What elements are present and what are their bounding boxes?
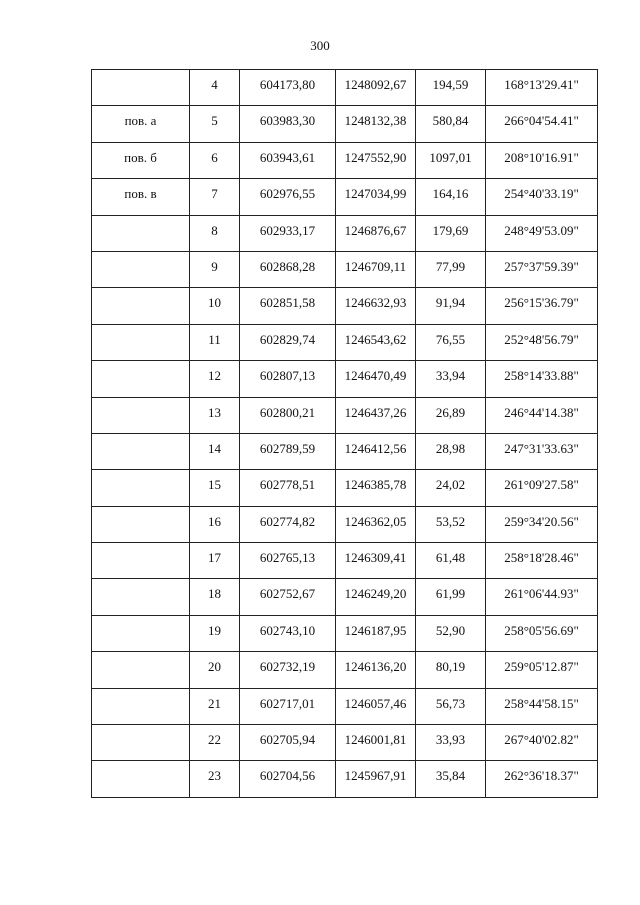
angle-cell: 258°14'33.88"	[486, 361, 598, 397]
table-row	[92, 397, 598, 433]
x-coordinate-cell: 602976,55	[240, 179, 336, 215]
distance-cell: 164,16	[416, 179, 486, 215]
table-row	[92, 615, 598, 651]
angle-cell: 261°06'44.93"	[486, 579, 598, 615]
distance-cell: 80,19	[416, 652, 486, 688]
distance-cell: 33,93	[416, 725, 486, 761]
y-coordinate-cell: 1246470,49	[336, 361, 416, 397]
distance-cell: 28,98	[416, 433, 486, 469]
y-coordinate-cell: 1247034,99	[336, 179, 416, 215]
distance-cell: 33,94	[416, 361, 486, 397]
x-coordinate-cell: 602774,82	[240, 506, 336, 542]
y-coordinate-cell: 1248092,67	[336, 70, 416, 106]
x-coordinate-cell: 602800,21	[240, 397, 336, 433]
table-row	[92, 70, 598, 106]
y-coordinate-cell: 1248132,38	[336, 106, 416, 142]
point-label-cell	[92, 470, 190, 506]
distance-cell: 52,90	[416, 615, 486, 651]
angle-cell: 248°49'53.09"	[486, 215, 598, 251]
angle-cell: 266°04'54.41"	[486, 106, 598, 142]
point-number-cell: 5	[190, 106, 240, 142]
point-label-cell	[92, 615, 190, 651]
point-label-cell	[92, 725, 190, 761]
point-number-cell: 8	[190, 215, 240, 251]
x-coordinate-cell: 602704,56	[240, 761, 336, 797]
y-coordinate-cell: 1246412,56	[336, 433, 416, 469]
angle-cell: 168°13'29.41"	[486, 70, 598, 106]
point-label-cell	[92, 433, 190, 469]
point-label-cell	[92, 688, 190, 724]
y-coordinate-cell: 1245967,91	[336, 761, 416, 797]
x-coordinate-cell: 603983,30	[240, 106, 336, 142]
table-row	[92, 688, 598, 724]
table-row	[92, 725, 598, 761]
y-coordinate-cell: 1246632,93	[336, 288, 416, 324]
distance-cell: 61,99	[416, 579, 486, 615]
angle-cell: 262°36'18.37"	[486, 761, 598, 797]
point-label-cell	[92, 361, 190, 397]
point-label-cell	[92, 251, 190, 287]
y-coordinate-cell: 1246057,46	[336, 688, 416, 724]
y-coordinate-cell: 1246249,20	[336, 579, 416, 615]
x-coordinate-cell: 602807,13	[240, 361, 336, 397]
angle-cell: 258°05'56.69"	[486, 615, 598, 651]
angle-cell: 254°40'33.19"	[486, 179, 598, 215]
point-label-cell	[92, 215, 190, 251]
x-coordinate-cell: 602868,28	[240, 251, 336, 287]
y-coordinate-cell: 1246136,20	[336, 652, 416, 688]
x-coordinate-cell: 602752,67	[240, 579, 336, 615]
point-number-cell: 7	[190, 179, 240, 215]
point-label-cell: пов. в	[92, 179, 190, 215]
y-coordinate-cell: 1246876,67	[336, 215, 416, 251]
angle-cell: 259°05'12.87"	[486, 652, 598, 688]
table-row	[92, 324, 598, 360]
distance-cell: 56,73	[416, 688, 486, 724]
angle-cell: 258°44'58.15"	[486, 688, 598, 724]
x-coordinate-cell: 602765,13	[240, 543, 336, 579]
point-number-cell: 13	[190, 397, 240, 433]
point-label-cell: пов. а	[92, 106, 190, 142]
table-row	[92, 470, 598, 506]
angle-cell: 267°40'02.82"	[486, 725, 598, 761]
angle-cell: 247°31'33.63"	[486, 433, 598, 469]
angle-cell: 261°09'27.58"	[486, 470, 598, 506]
distance-cell: 35,84	[416, 761, 486, 797]
x-coordinate-cell: 602829,74	[240, 324, 336, 360]
y-coordinate-cell: 1246385,78	[336, 470, 416, 506]
distance-cell: 179,69	[416, 215, 486, 251]
table-row	[92, 142, 598, 178]
point-number-cell: 18	[190, 579, 240, 615]
distance-cell: 61,48	[416, 543, 486, 579]
angle-cell: 257°37'59.39"	[486, 251, 598, 287]
x-coordinate-cell: 602933,17	[240, 215, 336, 251]
point-number-cell: 19	[190, 615, 240, 651]
point-number-cell: 23	[190, 761, 240, 797]
point-label-cell	[92, 324, 190, 360]
distance-cell: 194,59	[416, 70, 486, 106]
page-number: 300	[310, 38, 330, 53]
point-number-cell: 12	[190, 361, 240, 397]
y-coordinate-cell: 1246437,26	[336, 397, 416, 433]
table-row	[92, 652, 598, 688]
x-coordinate-cell: 602851,58	[240, 288, 336, 324]
x-coordinate-cell: 602789,59	[240, 433, 336, 469]
point-label-cell	[92, 579, 190, 615]
x-coordinate-cell: 602705,94	[240, 725, 336, 761]
x-coordinate-cell: 602743,10	[240, 615, 336, 651]
coordinates-table	[91, 69, 598, 798]
table-row	[92, 215, 598, 251]
table-row	[92, 579, 598, 615]
table-row	[92, 433, 598, 469]
y-coordinate-cell: 1247552,90	[336, 142, 416, 178]
table-row	[92, 761, 598, 797]
distance-cell: 53,52	[416, 506, 486, 542]
angle-cell: 246°44'14.38"	[486, 397, 598, 433]
coordinates-table-body	[92, 70, 598, 798]
y-coordinate-cell: 1246001,81	[336, 725, 416, 761]
table-row	[92, 106, 598, 142]
point-label-cell	[92, 506, 190, 542]
point-number-cell: 14	[190, 433, 240, 469]
point-label-cell	[92, 70, 190, 106]
distance-cell: 76,55	[416, 324, 486, 360]
point-number-cell: 16	[190, 506, 240, 542]
table-row	[92, 288, 598, 324]
angle-cell: 252°48'56.79"	[486, 324, 598, 360]
x-coordinate-cell: 602732,19	[240, 652, 336, 688]
angle-cell: 256°15'36.79"	[486, 288, 598, 324]
point-number-cell: 11	[190, 324, 240, 360]
point-number-cell: 10	[190, 288, 240, 324]
y-coordinate-cell: 1246309,41	[336, 543, 416, 579]
x-coordinate-cell: 602717,01	[240, 688, 336, 724]
table-row	[92, 179, 598, 215]
distance-cell: 580,84	[416, 106, 486, 142]
point-number-cell: 22	[190, 725, 240, 761]
table-row	[92, 361, 598, 397]
point-label-cell	[92, 652, 190, 688]
distance-cell: 1097,01	[416, 142, 486, 178]
point-label-cell	[92, 761, 190, 797]
angle-cell: 208°10'16.91"	[486, 142, 598, 178]
point-label-cell: пов. б	[92, 142, 190, 178]
y-coordinate-cell: 1246362,05	[336, 506, 416, 542]
x-coordinate-cell: 602778,51	[240, 470, 336, 506]
distance-cell: 24,02	[416, 470, 486, 506]
point-number-cell: 17	[190, 543, 240, 579]
angle-cell: 258°18'28.46"	[486, 543, 598, 579]
table-row	[92, 543, 598, 579]
point-label-cell	[92, 543, 190, 579]
point-number-cell: 4	[190, 70, 240, 106]
y-coordinate-cell: 1246187,95	[336, 615, 416, 651]
x-coordinate-cell: 603943,61	[240, 142, 336, 178]
angle-cell: 259°34'20.56"	[486, 506, 598, 542]
distance-cell: 91,94	[416, 288, 486, 324]
point-label-cell	[92, 288, 190, 324]
table-row	[92, 506, 598, 542]
point-number-cell: 20	[190, 652, 240, 688]
distance-cell: 26,89	[416, 397, 486, 433]
point-number-cell: 21	[190, 688, 240, 724]
distance-cell: 77,99	[416, 251, 486, 287]
x-coordinate-cell: 604173,80	[240, 70, 336, 106]
point-label-cell	[92, 397, 190, 433]
point-number-cell: 9	[190, 251, 240, 287]
point-number-cell: 15	[190, 470, 240, 506]
y-coordinate-cell: 1246709,11	[336, 251, 416, 287]
point-number-cell: 6	[190, 142, 240, 178]
table-row	[92, 251, 598, 287]
y-coordinate-cell: 1246543,62	[336, 324, 416, 360]
